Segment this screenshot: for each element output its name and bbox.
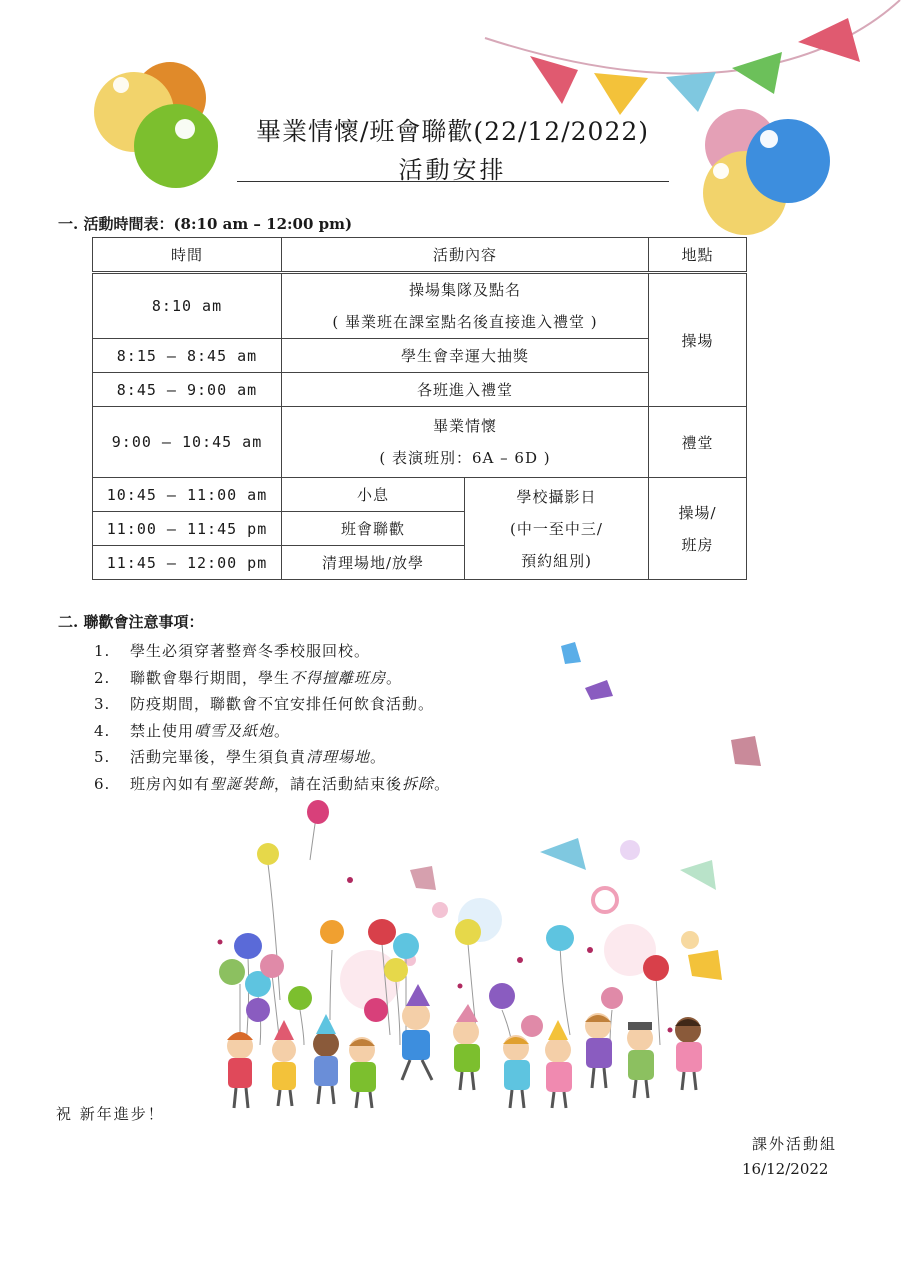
notes-list bbox=[94, 638, 450, 797]
item-emphasis: 拆除 bbox=[402, 774, 435, 793]
activity-line: ( 表演班別：6A – 6D ) bbox=[379, 449, 551, 467]
bunting-flags-illustration bbox=[480, 0, 905, 120]
page-title: 畢業情懷/班會聯歡(22/12/2022) bbox=[255, 117, 650, 146]
list-item bbox=[94, 665, 450, 692]
photo-line: (中一至中三/ bbox=[510, 519, 603, 538]
activity-line: ( 畢業班在課室點名後直接進入禮堂 ) bbox=[332, 313, 598, 331]
place-cell bbox=[649, 478, 747, 580]
item-number: 1. bbox=[94, 642, 111, 660]
page-subtitle: 活動安排 bbox=[398, 156, 507, 184]
activity-cell bbox=[282, 273, 649, 339]
item-number: 2. bbox=[94, 668, 111, 687]
photo-day-cell bbox=[465, 478, 649, 580]
item-emphasis: 清理場地 bbox=[306, 748, 371, 766]
list-item bbox=[94, 691, 450, 718]
schedule-table bbox=[92, 237, 747, 580]
table-row bbox=[93, 478, 747, 512]
list-item bbox=[94, 638, 450, 665]
item-text: 禁止使用 bbox=[130, 721, 195, 740]
item-emphasis: 噴雪及紙炮 bbox=[194, 721, 275, 740]
activity-line: 操場集隊及點名 bbox=[409, 281, 522, 299]
item-text: 活動完畢後，學生須負責 bbox=[130, 748, 307, 766]
time-cell: 8:10 am bbox=[93, 273, 282, 339]
photo-line: 學校攝影日 bbox=[516, 487, 597, 506]
place-line: 班房 bbox=[681, 535, 714, 554]
activity-cell bbox=[282, 407, 649, 478]
item-text: 。 bbox=[274, 721, 291, 740]
header-place: 地點 bbox=[649, 238, 747, 273]
signer-name: 課外活動組 bbox=[752, 1135, 838, 1153]
activity-cell: 各班進入禮堂 bbox=[282, 373, 649, 407]
signature-date: 16/12/2022 bbox=[742, 1160, 829, 1178]
closing-greeting: 祝 新年進步！ bbox=[56, 1105, 165, 1123]
header-activity: 活動內容 bbox=[282, 238, 649, 273]
item-text: 。 bbox=[434, 774, 451, 793]
item-text: 學生必須穿著整齊冬季校服回校。 bbox=[130, 642, 371, 660]
time-cell: 8:15 – 8:45 am bbox=[93, 339, 282, 373]
party-children-illustration bbox=[210, 800, 730, 1120]
item-text: 聯歡會舉行期間，學生 bbox=[130, 668, 291, 687]
time-cell: 11:00 – 11:45 pm bbox=[93, 512, 282, 546]
time-cell: 11:45 – 12:00 pm bbox=[93, 546, 282, 580]
title-divider bbox=[237, 181, 669, 182]
item-text: 。 bbox=[370, 748, 387, 766]
item-number: 5. bbox=[94, 748, 111, 766]
table-row bbox=[93, 339, 747, 373]
activity-line: 畢業情懷 bbox=[433, 417, 498, 435]
header-time: 時間 bbox=[93, 238, 282, 273]
activity-cell: 小息 bbox=[282, 478, 465, 512]
table-row bbox=[93, 373, 747, 407]
activity-cell: 清理場地/放學 bbox=[282, 546, 465, 580]
item-number: 3. bbox=[94, 695, 111, 713]
photo-line: 預約組別) bbox=[521, 551, 592, 570]
place-cell: 禮堂 bbox=[649, 407, 747, 478]
table-header-row bbox=[93, 238, 747, 273]
activity-cell: 學生會幸運大抽獎 bbox=[282, 339, 649, 373]
item-emphasis: 聖誕裝飾 bbox=[210, 774, 275, 793]
item-text: 班房內如有 bbox=[130, 774, 211, 793]
item-number: 6. bbox=[94, 774, 111, 793]
place-cell: 操場 bbox=[649, 273, 747, 407]
list-item bbox=[94, 744, 450, 771]
table-row bbox=[93, 273, 747, 339]
time-cell: 10:45 – 11:00 am bbox=[93, 478, 282, 512]
item-text: 。 bbox=[386, 668, 403, 687]
item-text: ，請在活動結束後 bbox=[274, 774, 403, 793]
item-number: 4. bbox=[94, 721, 111, 740]
activity-cell: 班會聯歡 bbox=[282, 512, 465, 546]
time-cell: 8:45 – 9:00 am bbox=[93, 373, 282, 407]
item-text: 防疫期間，聯歡會不宜安排任何飲食活動。 bbox=[130, 695, 435, 713]
time-cell: 9:00 – 10:45 am bbox=[93, 407, 282, 478]
list-item bbox=[94, 718, 450, 745]
item-emphasis: 不得擅離班房 bbox=[290, 668, 387, 687]
section-2-heading: 二. 聯歡會注意事項： bbox=[58, 613, 204, 631]
section-1-heading: 一. 活動時間表：(8:10 am – 12:00 pm) bbox=[58, 215, 353, 233]
place-line: 操場/ bbox=[678, 503, 717, 522]
table-row bbox=[93, 407, 747, 478]
list-item bbox=[94, 771, 450, 798]
confetti-illustration bbox=[555, 640, 775, 775]
